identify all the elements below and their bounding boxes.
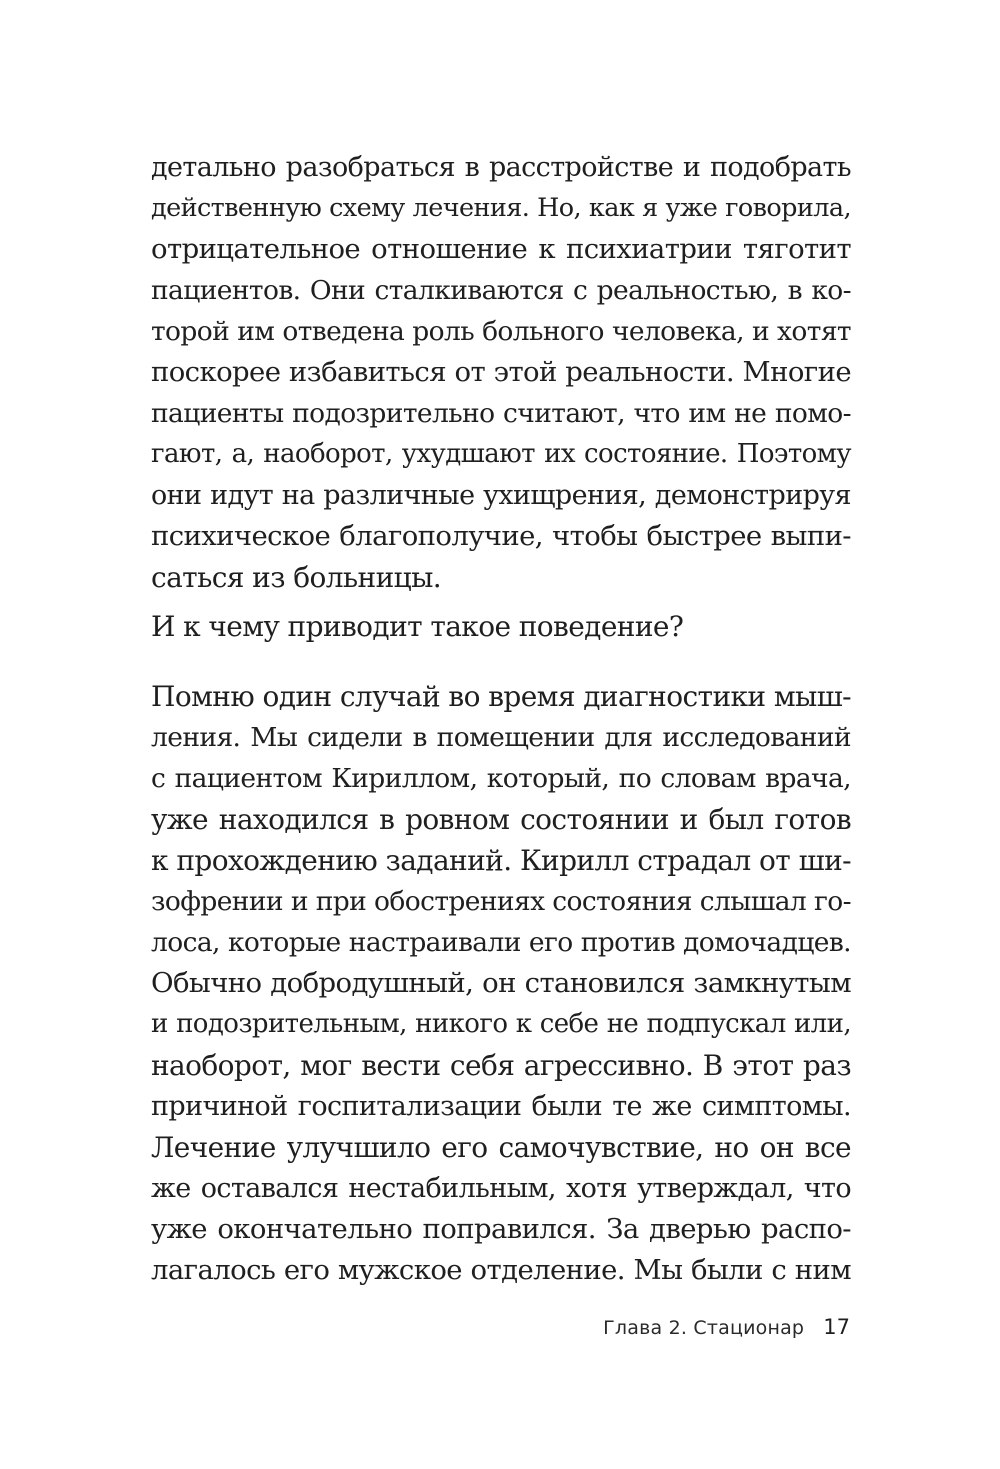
text-line: торой им отведена роль больного человека, и хотят xyxy=(151,316,851,347)
text-line: гают, а, наоборот, ухудшают их состояние. Поэтому xyxy=(151,439,851,469)
text-line: наоборот, мог вести себя агрессивно. В этот раз xyxy=(151,1049,851,1082)
text-line: поскорее избавиться от этой реальности. Многие xyxy=(151,356,851,388)
text-line: лоса, которые настраивали его против домочадцев. xyxy=(151,927,851,958)
text-line: Лечение улучшило его самочувствие, но он все xyxy=(151,1131,851,1164)
text-line: саться из больницы. xyxy=(151,561,442,594)
text-line: действенную схему лечения. Но, как я уже говорила, xyxy=(151,193,851,223)
paragraph-1 xyxy=(151,147,851,598)
text-line: к прохождению заданий. Кирилл страдал от ши- xyxy=(151,844,851,877)
text-line: они идут на различные ухищрения, демонстрируя xyxy=(151,480,851,511)
text-line: детально разобраться в расстройстве и подобрать xyxy=(151,152,851,183)
text-line: отрицательное отношение к психиатрии тяготит xyxy=(151,233,851,265)
text-line: причиной госпитализации были те же симптомы. xyxy=(151,1091,851,1122)
text-line: Помню один случай во время диагностики мыш- xyxy=(151,680,851,713)
text-line: ления. Мы сидели в помещении для исследований xyxy=(151,722,851,753)
text-line: лагалось его мужское отделение. Мы были с ним xyxy=(151,1254,851,1286)
text-line: уже окончательно поправился. За дверью распо- xyxy=(151,1213,851,1245)
text-line: с пациентом Кириллом, который, по словам врача, xyxy=(151,763,851,794)
paragraph-3 xyxy=(151,676,851,1291)
text-line: зофрении и при обострениях состояния слышал го- xyxy=(151,886,851,917)
text-line: же оставался нестабильным, хотя утверждал, что xyxy=(151,1173,851,1204)
running-head: Глава 2. Стационар xyxy=(603,1317,805,1339)
page-footer xyxy=(603,1309,850,1345)
paragraph-2 xyxy=(151,606,851,647)
text-line: и подозрительным, никого к себе не подпускал или, xyxy=(151,1009,851,1039)
text-line: психическое благополучие, чтобы быстрее выпи- xyxy=(151,520,851,552)
text-line: пациентов. Они сталкиваются с реальностью, в ко- xyxy=(151,275,851,306)
page-number: 17 xyxy=(823,1315,850,1339)
text-line: пациенты подозрительно считают, что им не помо- xyxy=(151,398,851,429)
text-line: уже находился в ровном состоянии и был готов xyxy=(151,803,851,836)
text-line: И к чему приводит такое поведение? xyxy=(151,610,684,643)
text-line: Обычно добродушный, он становился замкнутым xyxy=(151,967,851,999)
